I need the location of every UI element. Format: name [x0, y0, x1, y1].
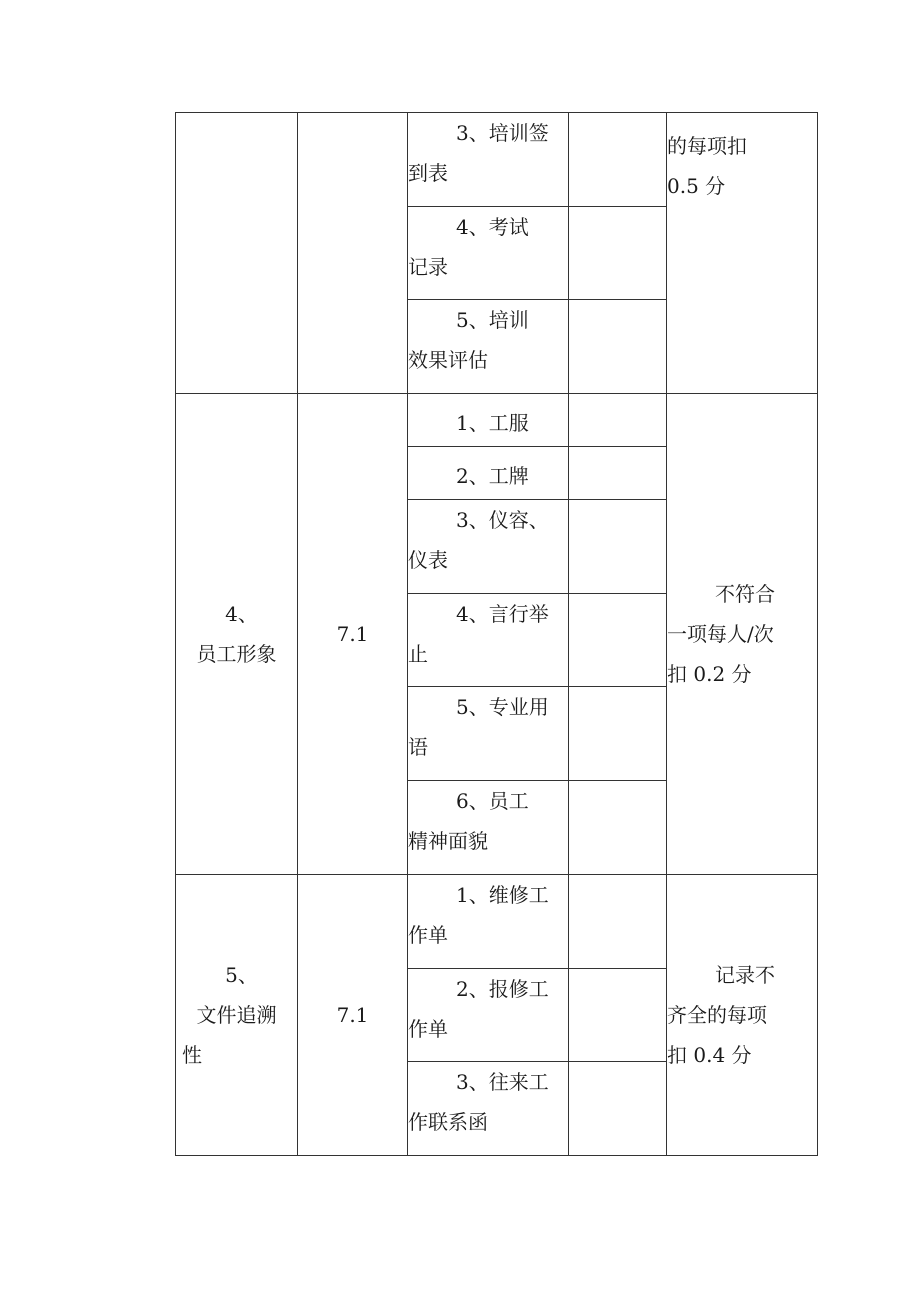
blank-cell: [569, 969, 667, 1062]
item-line: 4、言行举: [456, 602, 549, 626]
note-line: 扣 0.2 分: [667, 662, 752, 686]
score-cell: [298, 113, 408, 394]
item-line: 1、工服: [456, 411, 529, 435]
deduction-note-cell: [667, 875, 818, 1156]
table-row: [176, 113, 818, 207]
item-line: 效果评估: [408, 348, 488, 372]
note-line: 0.5 分: [667, 174, 726, 198]
item-line: 精神面貌: [408, 829, 488, 853]
blank-cell: [569, 113, 667, 207]
item-line: 仪表: [408, 548, 448, 572]
item-cell: [408, 207, 569, 300]
score-value: 7.1: [336, 1003, 369, 1027]
note-line: 记录不: [715, 963, 775, 987]
item-cell: [408, 781, 569, 875]
note-line: 齐全的每项: [667, 1003, 767, 1027]
deduction-note-cell: [667, 113, 818, 394]
item-line: 作单: [408, 1017, 448, 1041]
evaluation-table: [175, 112, 818, 1156]
blank-cell: [569, 781, 667, 875]
score-cell: [298, 394, 408, 875]
note-line: 的每项扣: [667, 134, 747, 158]
blank-cell: [569, 875, 667, 969]
category-cell: [176, 394, 298, 875]
item-line: 3、往来工: [456, 1070, 549, 1094]
blank-cell: [569, 394, 667, 447]
note-line: 一项每人/次: [667, 622, 774, 646]
category-number: 4、: [225, 602, 258, 626]
item-line: 作联系函: [408, 1110, 488, 1134]
item-line: 2、工牌: [456, 464, 529, 488]
deduction-note-cell: [667, 394, 818, 875]
category-cell: [176, 875, 298, 1156]
item-cell: [408, 875, 569, 969]
score-value: 7.1: [336, 622, 369, 646]
item-line: 3、仪容、: [456, 508, 549, 532]
category-name-line: 文件追溯: [196, 1003, 277, 1027]
note-line: 不符合: [715, 582, 775, 606]
score-cell: [298, 875, 408, 1156]
item-line: 1、维修工: [456, 883, 549, 907]
category-name-line: 性: [182, 1043, 202, 1067]
blank-cell: [569, 207, 667, 300]
blank-cell: [569, 447, 667, 500]
item-line: 语: [408, 735, 428, 759]
item-cell: [408, 969, 569, 1062]
blank-cell: [569, 500, 667, 594]
table-row: [176, 875, 818, 969]
category-cell: [176, 113, 298, 394]
category-name: 员工形象: [196, 642, 277, 666]
item-cell: [408, 394, 569, 447]
item-cell: [408, 1062, 569, 1156]
item-cell: [408, 594, 569, 687]
item-cell: [408, 500, 569, 594]
item-line: 6、员工: [456, 789, 529, 813]
blank-cell: [569, 300, 667, 394]
blank-cell: [569, 687, 667, 781]
item-line: 记录: [408, 255, 448, 279]
blank-cell: [569, 1062, 667, 1156]
category-number: 5、: [225, 963, 258, 987]
item-line: 2、报修工: [456, 977, 549, 1001]
table-row: [176, 394, 818, 447]
item-line: 4、考试: [456, 215, 529, 239]
item-cell: [408, 447, 569, 500]
item-line: 5、培训: [456, 308, 529, 332]
item-line: 到表: [408, 161, 448, 185]
item-cell: [408, 113, 569, 207]
item-cell: [408, 687, 569, 781]
item-line: 5、专业用: [456, 695, 549, 719]
item-line: 3、培训签: [456, 121, 549, 145]
blank-cell: [569, 594, 667, 687]
item-line: 作单: [408, 923, 448, 947]
item-cell: [408, 300, 569, 394]
note-line: 扣 0.4 分: [667, 1043, 752, 1067]
item-line: 止: [408, 642, 428, 666]
